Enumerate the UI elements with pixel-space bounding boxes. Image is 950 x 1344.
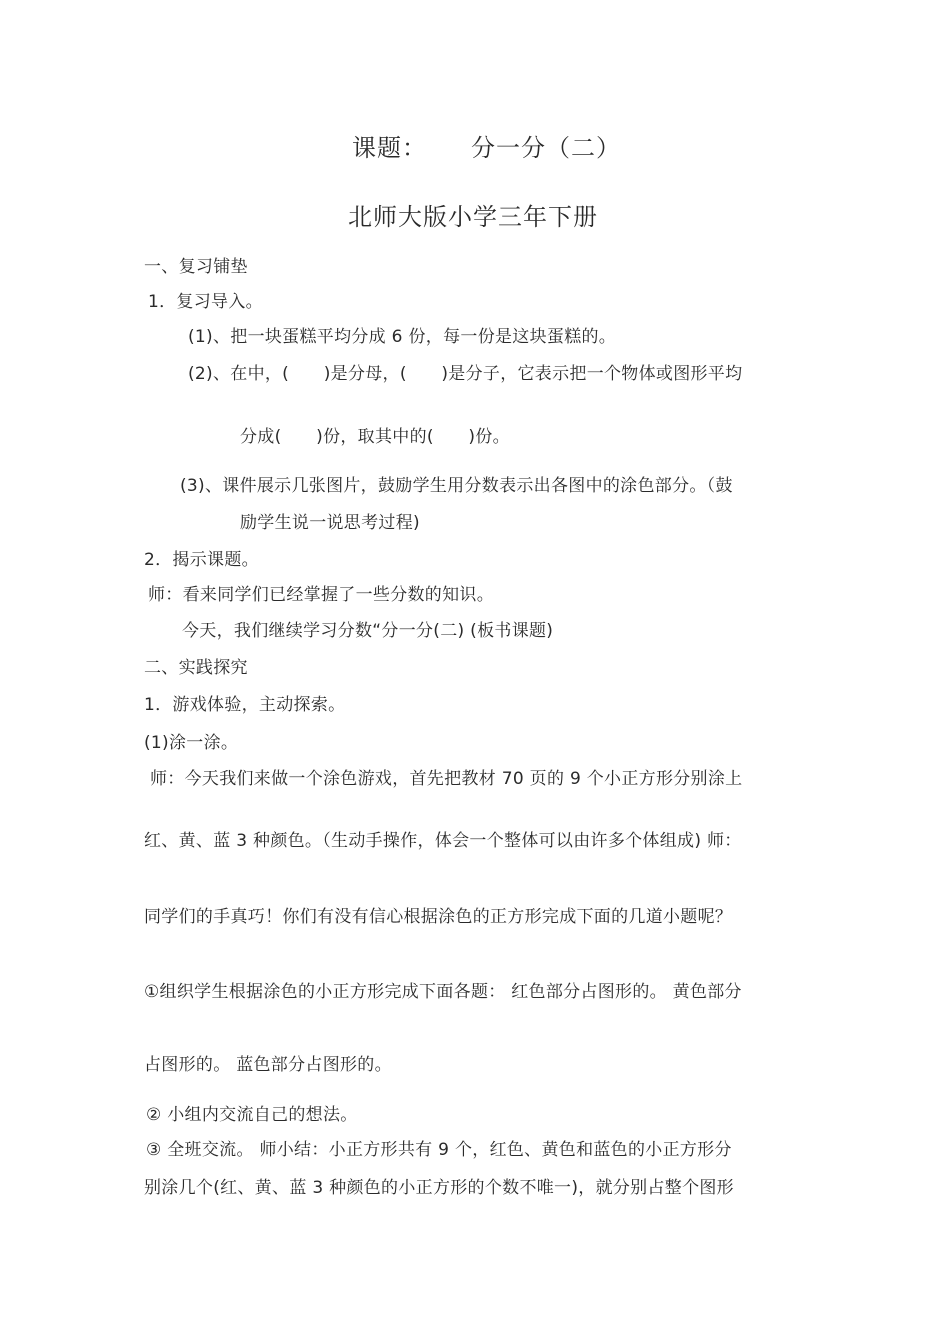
body-line: (1)涂一涂。 <box>144 733 239 753</box>
body-line: (1)、把一块蛋糕平均分成 6 份，每一份是这块蛋糕的。 <box>188 327 617 347</box>
section-heading: 一、复习铺垫 <box>144 257 248 277</box>
lesson-title <box>352 133 621 163</box>
body-line: 师：今天我们来做一个涂色游戏，首先把教材 70 页的 9 个小正方形分别涂上 <box>150 769 743 789</box>
body-line: (2)、在中，( )是分母，( )是分子，它表示把一个物体或图形平均 <box>188 364 743 384</box>
subsection-heading: 2．揭示课题。 <box>144 550 259 570</box>
body-line: 红、黄、蓝 3 种颜色。（生动手操作，体会一个整体可以由许多个体组成) 师： <box>144 831 742 851</box>
body-line: ③ 全班交流。 师小结：小正方形共有 9 个，红色、黄色和蓝色的小正方形分 <box>146 1140 732 1160</box>
body-line: 励学生说一说思考过程) <box>240 513 420 533</box>
body-line: 别涂几个(红、黄、蓝 3 种颜色的小正方形的个数不唯一)，就分别占整个图形 <box>144 1178 734 1198</box>
body-line: 占图形的。 蓝色部分占图形的。 <box>144 1055 392 1075</box>
section-heading: 二、实践探究 <box>144 658 248 678</box>
body-line: 师：看来同学们已经掌握了一些分数的知识。 <box>148 585 494 605</box>
lesson-subtitle: 北师大版小学三年下册 <box>348 203 598 231</box>
subsection-heading: 1．游戏体验，主动探索。 <box>144 695 346 715</box>
lesson-title-text: 分一分（二） <box>471 134 621 162</box>
subsection-heading: 1．复习导入。 <box>148 292 263 312</box>
body-line: 同学们的手真巧！你们有没有信心根据涂色的正方形完成下面的几道小题呢？ <box>144 907 733 927</box>
body-line: 分成( )份，取其中的( )份。 <box>240 427 510 447</box>
body-line: 今天，我们继续学习分数“分一分(二) (板书课题) <box>182 621 554 641</box>
body-line: (3)、课件展示几张图片，鼓励学生用分数表示出各图中的涂色部分。（鼓 <box>180 476 733 496</box>
body-line: ①组织学生根据涂色的小正方形完成下面各题： 红色部分占图形的。 黄色部分 <box>144 982 742 1002</box>
body-line: ② 小组内交流自己的想法。 <box>146 1105 358 1125</box>
lesson-title-label: 课题： <box>352 134 427 162</box>
